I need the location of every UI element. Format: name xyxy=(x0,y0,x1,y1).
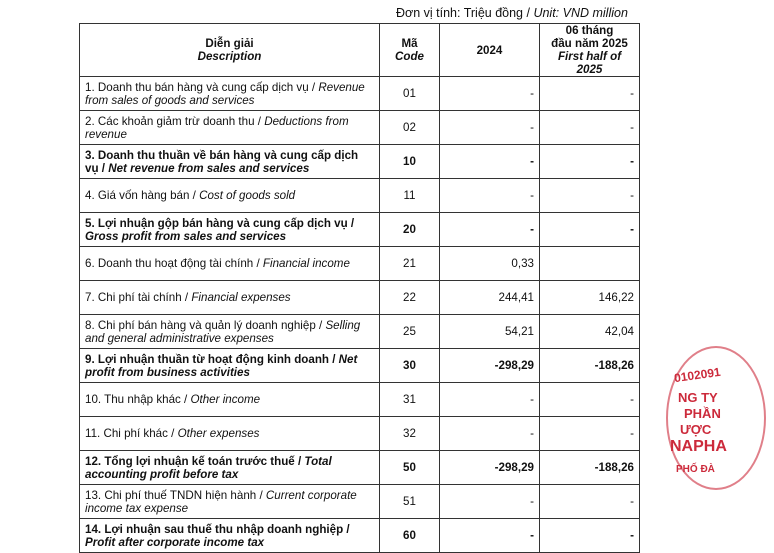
row-value-h1-2025: -188,26 xyxy=(540,349,640,383)
row-code: 50 xyxy=(380,451,440,485)
unit-note-en: Unit: VND million xyxy=(533,6,628,20)
row-value-h1-2025: - xyxy=(540,111,640,145)
row-code: 11 xyxy=(380,179,440,213)
header-description: Diễn giải Description xyxy=(80,24,380,77)
row-value-2024: - xyxy=(440,111,540,145)
row-value-2024: - xyxy=(440,213,540,247)
table-row xyxy=(80,281,640,315)
row-value-2024: -298,29 xyxy=(440,349,540,383)
row-value-2024: - xyxy=(440,417,540,451)
row-description: 2. Các khoản giảm trừ doanh thu / Deductions from revenue xyxy=(80,111,380,145)
row-value-h1-2025: - xyxy=(540,485,640,519)
row-value-2024: - xyxy=(440,485,540,519)
income-statement-table xyxy=(79,23,640,553)
row-code: 10 xyxy=(380,145,440,179)
row-code: 51 xyxy=(380,485,440,519)
row-value-2024: 54,21 xyxy=(440,315,540,349)
table-row xyxy=(80,145,640,179)
row-value-h1-2025: - xyxy=(540,77,640,111)
table-row xyxy=(80,349,640,383)
row-description: 3. Doanh thu thuần về bán hàng và cung cấp dịch vụ / Net revenue from sales and services xyxy=(80,145,380,179)
header-h1-2025: 06 tháng đầu năm 2025 First half of 2025 xyxy=(540,24,640,77)
row-value-2024: - xyxy=(440,145,540,179)
company-stamp xyxy=(664,346,774,496)
table-row xyxy=(80,213,640,247)
row-value-h1-2025: - xyxy=(540,519,640,553)
row-code: 31 xyxy=(380,383,440,417)
row-description: 13. Chi phí thuế TNDN hiện hành / Current corporate income tax expense xyxy=(80,485,380,519)
row-code: 21 xyxy=(380,247,440,281)
row-code: 60 xyxy=(380,519,440,553)
row-description: 12. Tổng lợi nhuận kế toán trước thuế / Total accounting profit before tax xyxy=(80,451,380,485)
row-description: 11. Chi phí khác / Other expenses xyxy=(80,417,380,451)
table-row xyxy=(80,417,640,451)
row-value-h1-2025: - xyxy=(540,417,640,451)
row-value-h1-2025: 146,22 xyxy=(540,281,640,315)
table-row xyxy=(80,383,640,417)
table-row xyxy=(80,77,640,111)
row-description: 8. Chi phí bán hàng và quản lý doanh nghiệp / Selling and general administrative expenses xyxy=(80,315,380,349)
header-2024: 2024 xyxy=(440,24,540,77)
row-code: 22 xyxy=(380,281,440,315)
row-description: 10. Thu nhập khác / Other income xyxy=(80,383,380,417)
table-row xyxy=(80,485,640,519)
row-code: 30 xyxy=(380,349,440,383)
row-value-h1-2025: 42,04 xyxy=(540,315,640,349)
row-value-2024: - xyxy=(440,77,540,111)
row-description: 1. Doanh thu bán hàng và cung cấp dịch vụ / Revenue from sales of goods and services xyxy=(80,77,380,111)
row-description: 7. Chi phí tài chính / Financial expenses xyxy=(80,281,380,315)
table-row xyxy=(80,451,640,485)
row-value-2024: - xyxy=(440,179,540,213)
stamp-text-6: PHỐ ĐÀ xyxy=(676,464,715,475)
row-value-2024: 0,33 xyxy=(440,247,540,281)
row-value-h1-2025: - xyxy=(540,179,640,213)
row-description: 6. Doanh thu hoạt động tài chính / Financial income xyxy=(80,247,380,281)
table-row xyxy=(80,315,640,349)
row-value-h1-2025: - xyxy=(540,213,640,247)
row-description: 4. Giá vốn hàng bán / Cost of goods sold xyxy=(80,179,380,213)
stamp-text-5: NAPHA xyxy=(670,438,727,455)
table-row xyxy=(80,519,640,553)
row-description: 14. Lợi nhuận sau thuế thu nhập doanh nghiệp / Profit after corporate income tax xyxy=(80,519,380,553)
header-code: Mã Code xyxy=(380,24,440,77)
row-description: 9. Lợi nhuận thuần từ hoạt động kinh doanh / Net profit from business activities xyxy=(80,349,380,383)
row-value-h1-2025: - xyxy=(540,383,640,417)
row-value-2024: - xyxy=(440,383,540,417)
row-value-h1-2025 xyxy=(540,247,640,281)
row-code: 01 xyxy=(380,77,440,111)
row-value-2024: 244,41 xyxy=(440,281,540,315)
row-value-2024: - xyxy=(440,519,540,553)
table-row xyxy=(80,111,640,145)
row-code: 02 xyxy=(380,111,440,145)
row-code: 32 xyxy=(380,417,440,451)
table-row xyxy=(80,179,640,213)
row-description: 5. Lợi nhuận gộp bán hàng và cung cấp dịch vụ / Gross profit from sales and services xyxy=(80,213,380,247)
row-value-h1-2025: -188,26 xyxy=(540,451,640,485)
unit-note-vi: Đơn vị tính: Triệu đồng / xyxy=(396,6,534,20)
row-value-h1-2025: - xyxy=(540,145,640,179)
table-header-row xyxy=(80,24,640,77)
table-row xyxy=(80,247,640,281)
unit-note xyxy=(396,6,628,20)
row-code: 25 xyxy=(380,315,440,349)
stamp-text-4: ƯỢC xyxy=(680,422,712,437)
stamp-text-1: 0102091 xyxy=(673,364,722,386)
stamp-text-2: NG TY xyxy=(678,390,718,405)
stamp-text-3: PHẦN xyxy=(684,406,721,421)
row-code: 20 xyxy=(380,213,440,247)
row-value-2024: -298,29 xyxy=(440,451,540,485)
